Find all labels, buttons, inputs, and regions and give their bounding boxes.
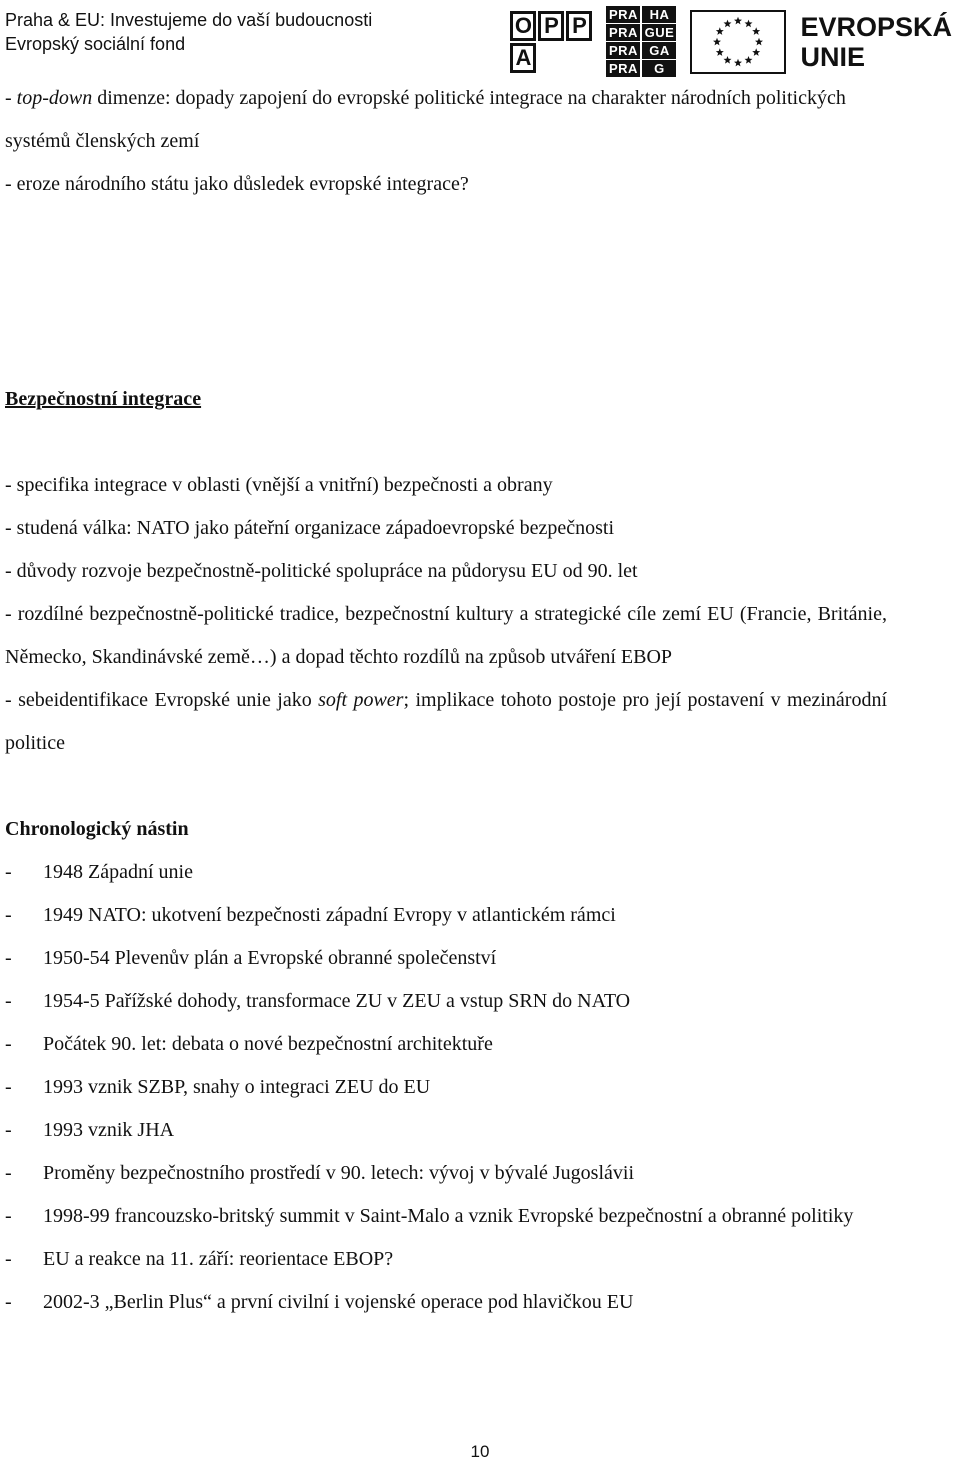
intro-item [5,77,887,163]
timeline-item [5,937,887,980]
star-icon [745,55,753,63]
timeline-item [5,894,887,937]
eu-logo-line-2: UNIE [800,41,865,72]
timeline-text: 1948 Západní unie [43,861,193,883]
star-icon [716,27,724,35]
item-text: - sebeidentifikace Evropské unie jako [5,689,319,711]
spacer [5,765,887,808]
timeline-item [5,1152,887,1195]
eu-stars-icon [692,12,784,72]
star-icon [734,58,742,66]
praha-cell: HA [642,6,676,23]
eu-logo-line-1: EVROPSKÁ [800,11,952,42]
dash: - [5,1033,12,1055]
star-icon [713,37,721,45]
dash: - [5,1291,12,1313]
timeline-item [5,980,887,1023]
timeline-text: 1950-54 Plevenův plán a Evropské obranné společenství [43,947,497,969]
timeline-text: 1954-5 Pařížské dohody, transformace ZU v ZEU a vstup SRN do NATO [43,990,631,1012]
timeline-item [5,1109,887,1152]
spacer [5,421,887,464]
timeline-text: EU a reakce na 11. září: reorientace EBOP? [43,1248,394,1270]
praha-cell: G [642,60,676,77]
praha-cell: PRA [606,60,640,77]
logo-strip [510,6,952,77]
page-header [0,0,960,86]
page-number: 10 [470,1442,490,1461]
dash: - [5,1119,12,1141]
dash: - [5,861,12,883]
intro-item: - eroze národního státu jako důsledek evropské integrace? [5,173,469,195]
timeline-text: 1949 NATO: ukotvení bezpečnosti západní Evropy v atlantickém rámci [43,904,616,926]
section-item: - rozdílné bezpečnostně-politické tradice, bezpečnostní kultury a strategické cíle zemí EU (Francie, Británie, Německo, Skandinávské země…) a dopad těchto rozdílů na způsob utváření EBOP [5,603,887,668]
star-icon [755,37,763,45]
eu-logo-text [800,12,952,72]
header-text [5,8,372,56]
dash: - [5,1248,12,1270]
opp-logo [510,11,592,73]
section-item: - studená válka: NATO jako páteřní organizace západoevropské bezpečnosti [5,517,615,539]
praha-logo [606,6,676,77]
timeline-item [5,1066,887,1109]
star-icon [724,55,732,63]
star-icon [753,48,761,56]
star-icon [745,19,753,27]
timeline-text: 1993 vznik SZBP, snahy o integraci ZEU do EU [43,1076,431,1098]
timeline-item [5,1281,887,1324]
opp-blank [538,43,564,73]
timeline-text: Počátek 90. let: debata o nové bezpečnostní architektuře [43,1033,493,1055]
spacer [5,206,887,378]
dash: - [5,1076,12,1098]
praha-cell: PRA [606,24,640,41]
document-body [5,77,887,1324]
section-heading: Bezpečnostní integrace [5,388,202,410]
dash: - [5,1205,12,1227]
timeline-item [5,851,887,894]
section-item [5,679,887,765]
star-icon [734,16,742,24]
section-item: - specifika integrace v oblasti (vnější a vnitřní) bezpečnosti a obrany [5,474,553,496]
opp-letter: P [538,11,564,41]
dash: - [5,1162,12,1184]
item-text: ; implikace tohoto postoje pro její postavení v mezinárodní politice [5,689,887,754]
opp-letter: P [566,11,592,41]
praha-cell: GA [642,42,676,59]
opp-blank [566,43,592,73]
praha-cell: PRA [606,6,640,23]
timeline-text: 1993 vznik JHA [43,1119,175,1141]
praha-cell: GUE [642,24,676,41]
eu-flag-icon [690,10,786,74]
timeline-text: 1998-99 francouzsko-britský summit v Saint-Malo a vznik Evropské bezpečnostní a obranné politiky [43,1205,854,1227]
star-icon [753,27,761,35]
opp-letter: O [510,11,536,41]
timeline-text: 2002-3 „Berlin Plus“ a první civilní i vojenské operace pod hlavičkou EU [43,1291,634,1313]
intro-text: dimenze: dopady zapojení do evropské politické integrace na charakter národních politických systémů členských zemí [5,87,846,152]
section-item: - důvody rozvoje bezpečnostně-politické spolupráce na půdorysu EU od 90. let [5,560,638,582]
opp-letter: A [510,43,536,73]
timeline-text: Proměny bezpečnostního prostředí v 90. letech: vývoj v bývalé Jugoslávii [43,1162,634,1184]
dash: - [5,990,12,1012]
dash: - [5,947,12,969]
header-line-1: Praha & EU: Investujeme do vaší budoucnosti [5,10,373,30]
section-heading: Chronologický nástin [5,818,189,840]
timeline-item [5,1195,887,1238]
timeline-item [5,1238,887,1281]
italic-term: top-down [16,87,93,109]
dash: - [5,904,12,926]
praha-cell: PRA [606,42,640,59]
star-icon [724,19,732,27]
italic-term: soft power [318,689,404,711]
star-icon [716,48,724,56]
header-line-2: Evropský sociální fond [5,34,186,54]
dash: - [5,87,17,109]
timeline-item [5,1023,887,1066]
